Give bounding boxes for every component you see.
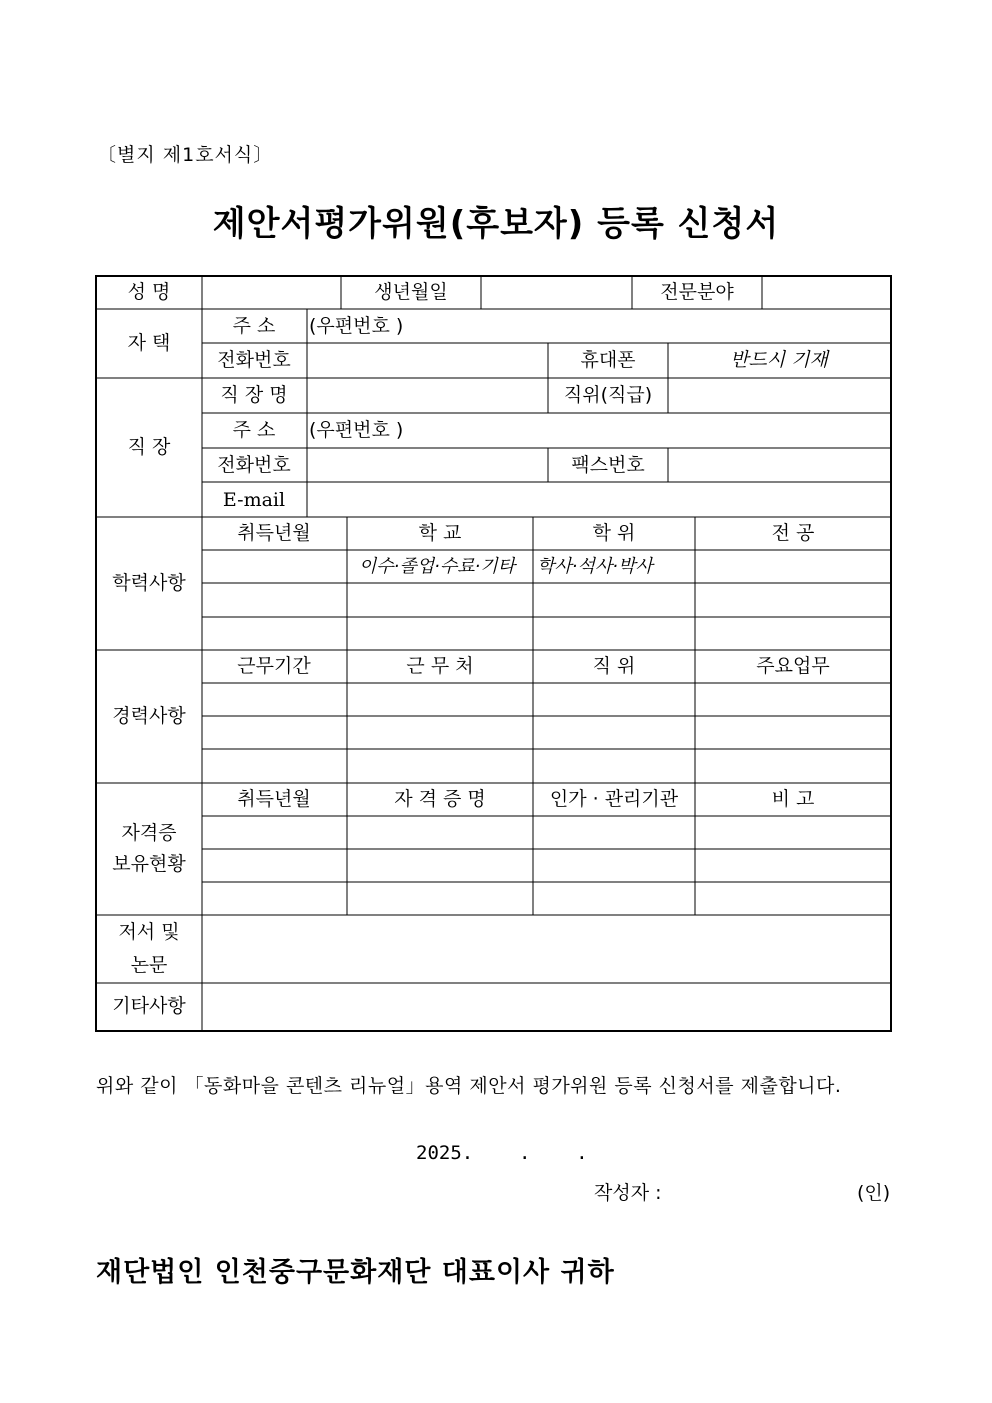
mobile-required-note: 반드시 기재: [730, 349, 828, 371]
home-section-label: 자 택: [127, 332, 171, 354]
addressee: 재단법인 인천중구문화재단 대표이사 귀하: [96, 1257, 615, 1288]
certificate-header-date: 취득년월: [237, 788, 311, 810]
education-section-label: 학력사항: [112, 572, 186, 594]
others-label: 기타사항: [112, 995, 186, 1017]
home-postcode-text: (우편번호 ): [309, 315, 404, 337]
date-line: 2025. . .: [416, 1142, 588, 1164]
mobile-label: 휴대폰: [580, 349, 636, 371]
work-section-label: 직 장: [127, 436, 171, 458]
seal-label: (인): [857, 1182, 891, 1204]
document-title: 제안서평가위원(후보자) 등록 신청서: [212, 204, 780, 244]
job-position-label: 직위(직급): [563, 384, 653, 406]
company-name-label: 직 장 명: [220, 384, 288, 406]
certificate-header-name: 자 격 증 명: [394, 788, 486, 810]
certificate-header-remarks: 비 고: [771, 788, 815, 810]
career-header-workplace: 근 무 처: [406, 655, 474, 677]
education-header-date: 취득년월: [237, 522, 311, 544]
education-header-school: 학 교: [418, 522, 462, 544]
certificate-header-authority: 인가 · 관리기관: [549, 788, 679, 810]
expertise-label: 전문분야: [660, 281, 734, 303]
declaration-text: 위와 같이 「동화마을 콘텐츠 리뉴얼」용역 제안서 평가위원 등록 신청서를 제출합니다.: [96, 1075, 842, 1097]
education-header-major: 전 공: [771, 522, 815, 544]
fax-label: 팩스번호: [571, 454, 645, 476]
certificate-section-label-line2: 보유현황: [112, 853, 186, 875]
publications-label-line1: 저서 및: [118, 921, 180, 943]
career-header-duties: 주요업무: [756, 655, 830, 677]
work-phone-label: 전화번호: [217, 454, 291, 476]
home-address-label: 주 소: [232, 315, 276, 337]
email-label: E-mail: [222, 489, 286, 511]
work-address-label: 주 소: [232, 419, 276, 441]
name-label: 성 명: [127, 281, 171, 303]
home-phone-label: 전화번호: [217, 349, 291, 371]
writer-label: 작성자 :: [594, 1182, 662, 1204]
career-section-label: 경력사항: [112, 705, 186, 727]
form-number-label: 〔별지 제1호서식〕: [97, 144, 274, 166]
school-status-note: 이수·졸업·수료·기타: [358, 556, 516, 577]
publications-label-line2: 논문: [130, 954, 168, 976]
career-header-position: 직 위: [592, 655, 636, 677]
degree-type-note: 학사·석사·박사: [537, 556, 653, 577]
career-header-period: 근무기간: [237, 655, 311, 677]
certificate-section-label-line1: 자격증: [121, 822, 177, 844]
work-postcode-text: (우편번호 ): [309, 419, 404, 441]
birth-date-label: 생년월일: [374, 281, 448, 303]
education-header-degree: 학 위: [592, 522, 636, 544]
